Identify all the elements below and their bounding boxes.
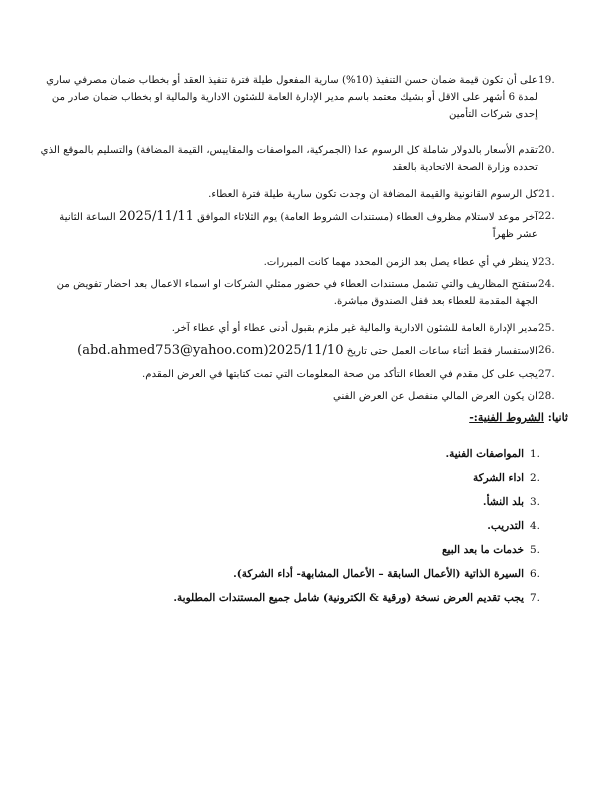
technical-item [72, 494, 552, 510]
condition-28 [40, 388, 568, 405]
condition-19 [40, 72, 568, 123]
technical-text: بلد النشأ. [482, 496, 524, 508]
condition-number: 20. [538, 144, 555, 156]
condition-text: كل الرسوم القانونية والقيمة المضافة ان وجدت تكون سارية طيلة فترة العطاء. [208, 189, 538, 200]
condition-27 [40, 366, 568, 383]
technical-text: المواصفات الفنية. [445, 448, 524, 460]
technical-number: 4. [530, 520, 541, 532]
technical-text: اداء الشركة [472, 472, 524, 484]
technical-item [72, 446, 552, 462]
technical-item [72, 470, 552, 486]
condition-number: 22. [538, 210, 555, 222]
technical-text: يجب تقديم العرض نسخة (ورقية & الكترونية) شامل جميع المستندات المطلوبة. [173, 592, 524, 604]
condition-text: آخر موعد لاستلام مظروف العطاء (مستندات الشروط العامة) يوم الثلاثاء الموافق [197, 212, 538, 223]
condition-21 [40, 186, 568, 203]
condition-24 [40, 276, 568, 310]
technical-number: 1. [530, 448, 541, 460]
condition-number: 28. [538, 390, 555, 402]
condition-number: 26. [538, 344, 555, 356]
condition-text: ان يكون العرض المالي منفصل عن العرض الفني [332, 391, 538, 402]
condition-text: لا ينظر في أي عطاء يصل بعد الزمن المحدد مهما كانت المبررات. [263, 257, 538, 268]
condition-number: 23. [538, 256, 555, 268]
condition-number: 24. [538, 278, 555, 290]
section-heading [469, 411, 568, 424]
condition-number: 27. [538, 368, 555, 380]
condition-text: يجب على كل مقدم في العطاء التأكد من صحة المعلومات التي تمت كتابتها في العرض المقدم. [142, 369, 538, 380]
technical-number: 3. [530, 496, 541, 508]
condition-text: على أن تكون قيمة ضمان حسن التنفيذ (10%) سارية المفعول طيلة فترة تنفيذ العقد أو بخطاب ضمان مصرفي ساري لمدة 6 أشهر على الاقل أو بشيك معتمد باسم مدير الإدارة العامة للشئون الادارية والمالية او بخطاب ضمان صادر من إحدى شركات التأمين [46, 75, 538, 120]
condition-text: تقدم الأسعار بالدولار شاملة كل الرسوم عدا (الجمركية، المواصفات والمقاييس، القيمة المضافة) والتسليم بالموقع الذي تحدده وزارة الصحة الاتحادية بالعقد [40, 145, 538, 173]
contact-email: (abd.ahmed753@yahoo.com) [77, 343, 269, 358]
condition-26 [40, 342, 568, 360]
condition-text-time: الساعة الثانية عشر ظهراً [59, 212, 538, 240]
technical-number: 5. [530, 544, 541, 556]
technical-item [72, 566, 552, 582]
section-title: الشروط الفنية:- [469, 411, 544, 424]
section-prefix: ثانيا: [547, 411, 568, 424]
condition-25 [40, 320, 568, 337]
condition-22 [40, 208, 568, 243]
condition-23 [40, 254, 568, 271]
condition-number: 19. [538, 74, 555, 86]
technical-text: خدمات ما بعد البيع [441, 544, 524, 556]
technical-item [72, 518, 552, 534]
condition-20 [40, 142, 568, 176]
deadline-date: 2025/11/11 [118, 209, 194, 224]
condition-number: 21. [538, 188, 555, 200]
technical-item [72, 590, 552, 606]
technical-number: 2. [530, 472, 541, 484]
condition-text: ستفتح المظاريف والتي تشمل مستندات العطاء في حضور ممثلي الشركات او اسماء الاعمال بعد احضار تفويض من الجهة المقدمة للعطاء بعد قفل الصندوق مباشرة. [56, 279, 538, 307]
condition-text: مدير الإدارة العامة للشئون الادارية والمالية غير ملزم بقبول أدنى عطاء أو أي عطاء آخر. [171, 323, 538, 334]
technical-text: السيرة الذاتية (الأعمال السابقة – الأعمال المشابهة- أداء الشركة). [233, 568, 524, 580]
technical-item [72, 542, 552, 558]
technical-number: 7. [530, 592, 541, 604]
condition-number: 25. [538, 322, 555, 334]
technical-number: 6. [530, 568, 541, 580]
condition-text: الاستفسار فقط أثناء ساعات العمل حتى تاريخ [346, 346, 538, 357]
technical-text: التدريب. [487, 520, 524, 532]
inquiry-date: 2025/11/10 [268, 343, 344, 358]
